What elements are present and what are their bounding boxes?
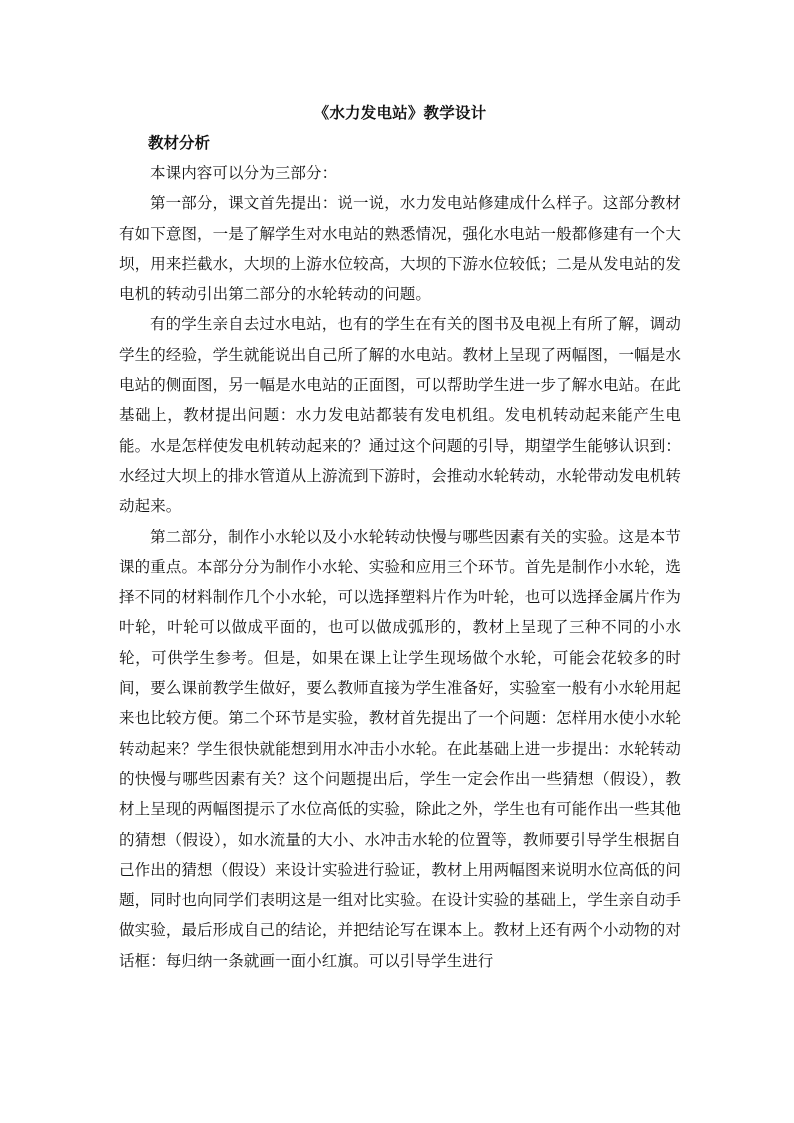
paragraph-part-one: 第一部分，课文首先提出：说一说，水力发电站修建成什么样子。这部分教材有如下意图，一是了解学生对水电站的熟悉情况，强化水电站一般都修建有一个大坝，用来拦截水，大坝的上游水位较高，大坝的下游水位较低；二是从发电站的发电机的转动引出第二部分的水轮转动的问题。 [119, 194, 681, 304]
document-body [119, 98, 681, 976]
paragraph-part-two: 第二部分，制作小水轮以及小水轮转动快慢与哪些因素有关的实验。这是本节课的重点。本部分分为制作小水轮、实验和应用三个环节。首先是制作小水轮，选择不同的材料制作几个小水轮，可以选择塑料片作为叶轮，也可以选择金属片作为叶轮，叶轮可以做成平面的，也可以做成弧形的，教材上呈现了三种不同的小水轮，可供学生参考。但是，如果在课上让学生现场做个水轮，可能会花较多的时间，要么课前教学生做好，要么教师直接为学生准备好，实验室一般有小水轮用起来也比较方便。第二个环节是实验，教材首先提出了一个问题：怎样用水使小水轮转动起来？学生很快就能想到用水冲击小水轮。在此基础上进一步提出：水轮转动的快慢与哪些因素有关？这个问题提出后，学生一定会作出一些猜想（假设），教材上呈现的两幅图提示了水位高低的实验，除此之外，学生也有可能作出一些其他的猜想（假设），如水流量的大小、水冲击水轮的位置等，教师要引导学生根据自己作出的猜想（假设）来设计实验进行验证，教材上用两幅图来说明水位高低的问题，同时也向同学们表明这是一组对比实验。在设计实验的基础上，学生亲自动手做实验，最后形成自己的结论，并把结论写在课本上。教材上还有两个小动物的对话框：每归纳一条就画一面小红旗。可以引导学生进行 [119, 527, 681, 970]
paragraph-experience: 有的学生亲自去过水电站，也有的学生在有关的图书及电视上有所了解，调动学生的经验，学生就能说出自己所了解的水电站。教材上呈现了两幅图，一幅是水电站的侧面图，另一幅是水电站的正面图，可以帮助学生进一步了解水电站。在此基础上，教材提出问题：水力发电站都装有发电机组。发电机转动起来能产生电能。水是怎样使发电机转动起来的？通过这个问题的引导，期望学生能够认识到：水经过大坝上的排水管道从上游流到下游时，会推动水轮转动，水轮带动发电机转动起来。 [119, 315, 681, 516]
section-heading: 教材分析 [148, 133, 211, 152]
paragraph-intro: 本课内容可以分为三部分： [150, 164, 338, 182]
document-title: 《水力发电站》教学设计 [313, 103, 487, 122]
